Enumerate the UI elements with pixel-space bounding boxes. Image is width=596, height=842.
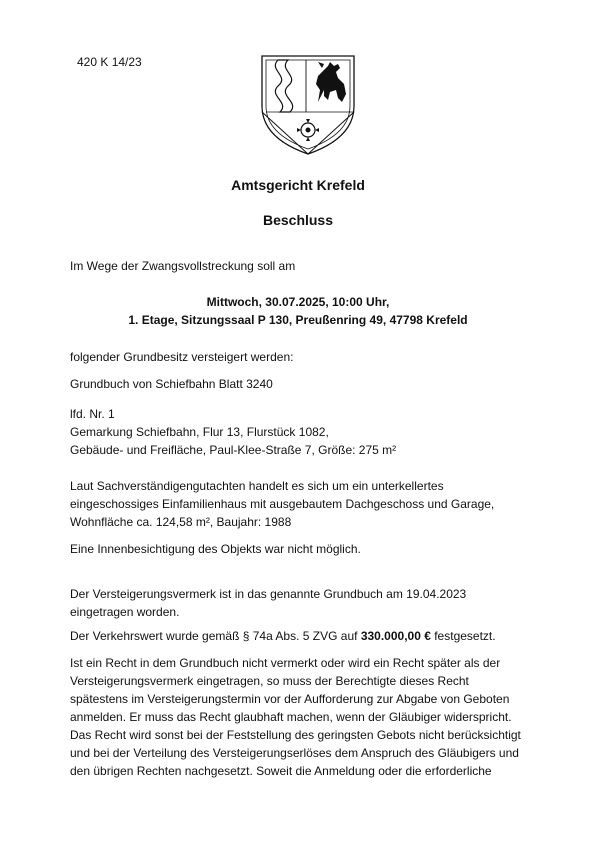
- land-register: Grundbuch von Schiefbahn Blatt 3240: [70, 377, 273, 391]
- parcel-description: Gebäude- und Freifläche, Paul-Klee-Straße 7, Größe: 275 m²: [70, 443, 397, 457]
- appraisal-line: eingeschossiges Einfamilienhaus mit ausgebautem Dachgeschoss und Garage,: [70, 497, 495, 511]
- rights-line: und bei der Verteilung des Versteigerungserlöses dem Anspruch des Gläubigers und: [70, 746, 519, 760]
- auction-date: Mittwoch, 30.07.2025, 10:00 Uhr,: [206, 295, 390, 309]
- rights-line: Das Recht wird sonst bei der Feststellung des geringsten Gebots nicht berücksichtigt: [70, 728, 521, 742]
- rights-line: Ist ein Recht in dem Grundbuch nicht vermerkt oder wird ein Recht später als der: [70, 656, 501, 670]
- nrw-coat-of-arms-icon: [258, 50, 358, 158]
- rights-line: spätestens im Versteigerungstermin vor der Aufforderung zur Abgabe von Geboten: [70, 692, 510, 706]
- rights-line: Versteigerungsvermerk eingetragen, so muss der Berechtigte dieses Recht: [70, 674, 469, 688]
- market-value-suffix: festgesetzt.: [430, 629, 496, 643]
- market-value-line: [70, 627, 496, 645]
- market-value-amount: 330.000,00 €: [360, 629, 431, 643]
- court-name: Amtsgericht Krefeld: [231, 177, 365, 193]
- registration-line: eingetragen worden.: [70, 605, 180, 619]
- inspection-note: Eine Innenbesichtigung des Objekts war nicht möglich.: [70, 542, 361, 556]
- rights-line: anmelden. Er muss das Recht glaubhaft machen, wenn der Gläubiger widerspricht.: [70, 710, 512, 724]
- intro-text: Im Wege der Zwangsvollstreckung soll am: [70, 259, 296, 273]
- registration-line: Der Versteigerungsvermerk ist in das genannte Grundbuch am 19.04.2023: [70, 587, 467, 601]
- document-type: Beschluss: [262, 212, 334, 228]
- market-value-prefix: Der Verkehrswert wurde gemäß § 74a Abs. 5 ZVG auf: [70, 629, 361, 643]
- rights-line: den übrigen Rechten nachgesetzt. Soweit die Anmeldung oder die erforderliche: [70, 764, 492, 778]
- parcel-number: lfd. Nr. 1: [70, 407, 115, 421]
- parcel-district: Gemarkung Schiefbahn, Flur 13, Flurstück 1082,: [70, 425, 329, 439]
- appraisal-line: Wohnfläche ca. 124,58 m², Baujahr: 1988: [70, 515, 292, 529]
- property-intro: folgender Grundbesitz versteigert werden:: [70, 350, 294, 364]
- file-number: 420 K 14/23: [77, 55, 142, 69]
- auction-location: 1. Etage, Sitzungssaal P 130, Preußenring 49, 47798 Krefeld: [128, 313, 468, 327]
- appraisal-line: Laut Sachverständigengutachten handelt es sich um ein unterkellertes: [70, 479, 444, 493]
